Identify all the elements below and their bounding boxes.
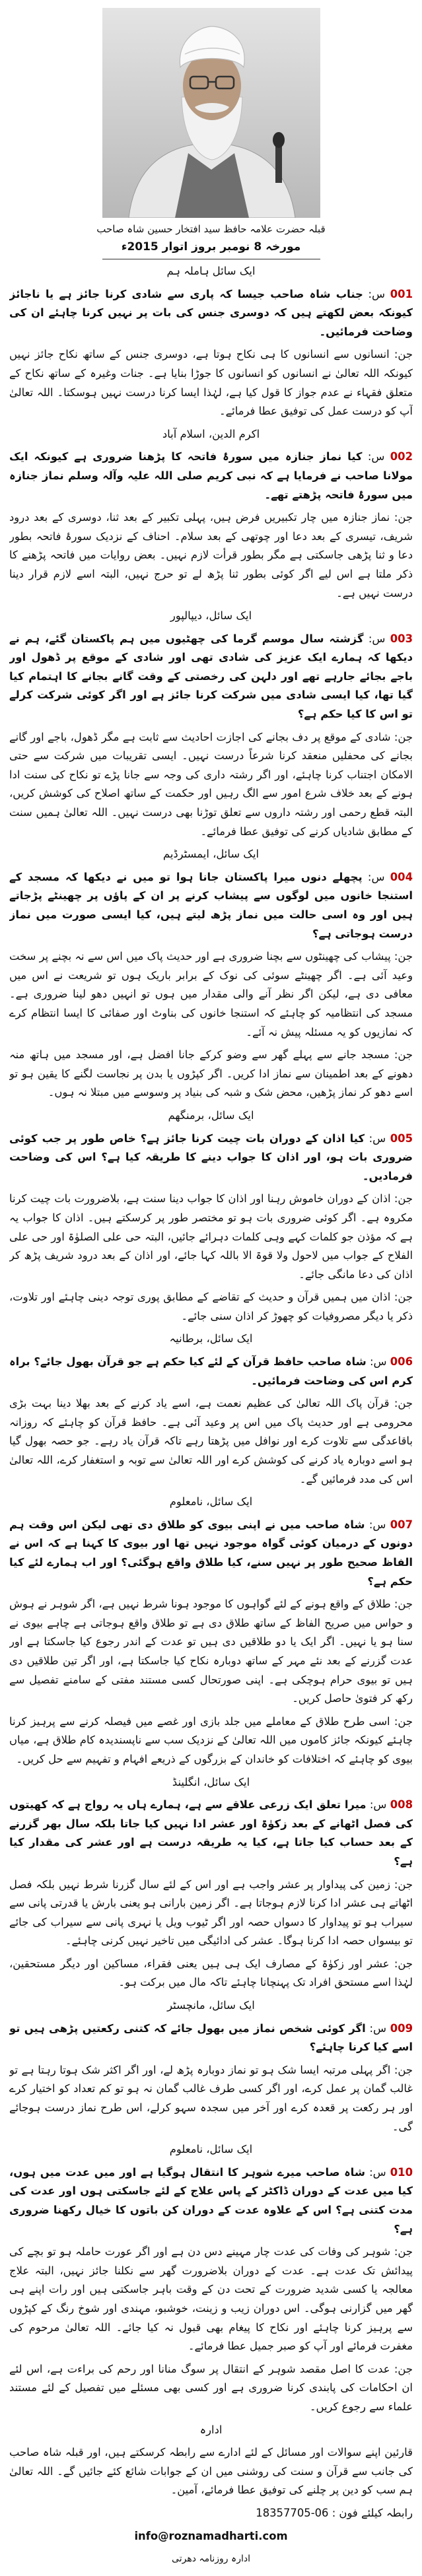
answer-paragraph: جن: زمین کی پیداوار پر عشر واجب ہے اور اس کے لئے سال گزرنا شرط نہیں بلکہ فصل اٹھاتے ہی عشر ادا کرنا لازم ہوجاتا ہے۔ اگر زمین بارانی ہو یعنی بارش یا قدرتی پانی سے سیراب ہو تو پیداوار کا دسواں حصہ اور اگر ٹیوب ویل یا نہری پانی سے سیراب کی جائے تو بیسواں حصہ ادا کرنا ہوگا۔ عشر کی ادائیگی میں تاخیر نہیں کرنی چاہئے۔ bbox=[9, 1878, 413, 1948]
question-text: میرا تعلق ایک زرعی علاقے سے ہے، ہمارے ہاں یہ رواج ہے کہ کھیتوں کی فصل اٹھانے کے بعد زکوٰۃ اور عشر ادا نہیں کیا جاتا بلکہ سال بھر گزرنے کے بعد حساب کیا جاتا ہے، کیا یہ طریقہ درست ہے اور عشر کی مقدار کیا ہے؟ bbox=[9, 1798, 413, 1868]
question-text: شاہ صاحب میں نے اپنی بیوی کو طلاق دی تھی لیکن اس وقت ہم دونوں کے درمیان کوئی گواہ موجود نہیں تھا اور بیوی کا کہنا ہے کہ اس نے الفاظ صحیح طور پر نہیں سنے، کیا طلاق واقع ہوگئی؟ اور اب ہمارے لئے کیا حکم ہے؟ bbox=[9, 1518, 413, 1588]
question-text: اگر کوئی شخص نماز میں بھول جائے کہ کتنی رکعتیں پڑھی ہیں تو اسے کیا کرنا چاہئے؟ bbox=[9, 2021, 413, 2054]
answer-paragraph: جن: مسجد جانے سے پہلے گھر سے وضو کرکے جانا افضل ہے، اور مسجد میں ہاتھ منہ دھونے کے بعد اطمینان سے نماز ادا کریں۔ اگر کپڑوں یا بدن پر نجاست لگنے کا یقین ہو تو اسے دھو کر نماز پڑھیں، محض شک و شبہ کی بنیاد پر وسوسے میں مبتلا نہ ہوں۔ bbox=[9, 1048, 413, 1099]
question-number: 009 bbox=[390, 2021, 413, 2035]
answer-paragraph: جن: شادی کے موقع پر دف بجانے کی اجازت احادیث سے ثابت ہے مگر ڈھول، باجے اور گانے بجانے کی محفلیں منعقد کرنا شرعاً درست نہیں۔ ایسی تقریبات میں شرکت سے حتی الامکان اجتناب کرنا چاہئے، اور اگر رشتہ داری کی وجہ سے جانا پڑے تو نکاح کی سنت ادا ہونے کے بعد خلاف شرع امور سے الگ رہیں اور حکمت کے ساتھ اصلاح کی کوشش کریں، البتہ قطع رحمی اور رشتہ داروں سے تعلق توڑنا بھی درست نہیں۔ اللہ تعالیٰ ہمیں سنت کے مطابق شادیاں کرنے کی توفیق عطا فرمائے۔ bbox=[9, 730, 413, 838]
contact-email[interactable]: info@roznamadharti.com bbox=[134, 2529, 288, 2542]
question-text: گزشتہ سال موسم گرما کی چھٹیوں میں ہم پاکستان گئے، ہم نے دیکھا کہ ہمارے ایک عزیز کی شادی تھی اور شادی کے موقع پر ڈھول اور باجے بجائے جارہے تھے اور دلہن کی رخصتی کے وقت گانے بجانے کا اہتمام کیا گیا تھا، کیا ایسی شادی میں شرکت کرنا جائز ہے اور اگر کوئی شرکت کرلے تو اس کا کیا حکم ہے؟ bbox=[9, 632, 413, 721]
question-paragraph: 003 س: گزشتہ سال موسم گرما کی چھٹیوں میں ہم پاکستان گئے، ہم نے دیکھا کہ ہمارے ایک عزیز کی شادی تھی اور شادی کے موقع پر ڈھول اور باجے بجائے جارہے تھے اور دلہن کی رخصتی کے وقت گانے بجانے کا اہتمام کیا گیا تھا، کیا ایسی شادی میں شرکت کرنا جائز ہے اور اگر کوئی شرکت کرلے تو اس کا کیا حکم ہے؟ bbox=[9, 632, 413, 721]
question-answer-body bbox=[9, 262, 413, 2569]
question-number: 001 bbox=[390, 287, 413, 300]
answer-paragraph: جن: اذان کے دوران خاموش رہنا اور اذان کا جواب دینا سنت ہے، بلاضرورت بات چیت کرنا مکروہ ہے۔ اگر کوئی ضروری بات ہو تو مختصر طور پر کرسکتے ہیں۔ اذان کا جواب یہ ہے کہ مؤذن جو کلمات کہے وہی کلمات دہرائے جائیں، البتہ حی علی الصلوٰۃ اور حی علی الفلاح کے جواب میں لاحول ولا قوۃ الا باللہ کہا جائے، اور اذان کے بعد درود شریف پڑھ کر اذان کی دعا مانگی جائے۔ bbox=[9, 1192, 413, 1281]
answer-paragraph: جن: عشر اور زکوٰۃ کے مصارف ایک ہی ہیں یعنی فقراء، مساکین اور دیگر مستحقین، لہٰذا اسے مستحق افراد تک پہنچانا چاہئے تاکہ مال میں برکت ہو۔ bbox=[9, 1957, 413, 1989]
portrait-caption: قبلہ حضرت علامہ حافظ سید افتخار حسین شاہ صاحب bbox=[96, 223, 326, 235]
answer-paragraph: جن: عدت کا اصل مقصد شوہر کے انتقال پر سوگ منانا اور رحم کی براءت ہے، اس لئے ان احکامات کی پابندی کرنا ضروری ہے اور کسی بھی مسئلے میں تفصیل کے لئے مستند علماء سے رجوع کریں۔ bbox=[9, 2362, 413, 2413]
scholar-portrait bbox=[102, 8, 320, 218]
question-text: شاہ صاحب حافظ قرآن کے لئے کیا حکم ہے جو قرآن بھول جائے؟ براہ کرم اس کی وضاحت فرمائیں۔ bbox=[9, 1355, 413, 1387]
questioner-address: ایک سائل، برمنگھم bbox=[168, 1108, 254, 1122]
answer-paragraph: جن: قرآن پاک اللہ تعالیٰ کی عظیم نعمت ہے، اسے یاد کرنے کے بعد بھلا دینا بہت بڑی محرومی ہے اور حدیث پاک میں اس پر وعید آئی ہے۔ حافظ قرآن کو چاہئے کہ روزانہ باقاعدگی سے تلاوت کرے اور نوافل میں پڑھتا رہے تاکہ قرآن یاد رہے۔ جو حصہ بھول گیا ہو اسے دوبارہ یاد کرنے کی کوشش کرے اور اللہ تعالیٰ سے توبہ و استغفار کرے، اللہ تعالیٰ اس کی مدد فرمائیں گے۔ bbox=[9, 1397, 413, 1485]
answer-paragraph: جن: شوہر کی وفات کی عدت چار مہینے دس دن ہے اور اگر عورت حاملہ ہو تو بچے کی پیدائش تک عدت ہے۔ عدت کے دوران بلاضرورت گھر سے نکلنا جائز نہیں، البتہ علاج معالجہ یا کسی شدید ضرورت کے تحت دن کے وقت باہر جاسکتی ہیں اور رات اپنے ہی گھر میں گزارنی ہوگی۔ اس دوران زیب و زینت، خوشبو، مہندی اور شوخ رنگ کے کپڑوں سے پرہیز کرنا چاہئے اور نکاح کا پیغام بھی قبول نہ کیا جائے۔ اللہ تعالیٰ مرحوم کی مغفرت فرمائے اور آپ کو صبر جمیل عطا فرمائے۔ bbox=[9, 2245, 413, 2353]
answer-paragraph: جن: اگر پہلی مرتبہ ایسا شک ہو تو نماز دوبارہ پڑھ لے، اور اگر اکثر شک ہوتا رہتا ہے تو غالب گمان پر عمل کرے، اور اگر کسی طرف غالب گمان نہ ہو تو کم تعداد کو اختیار کرے اور ہر رکعت پر قعدہ کرے اور آخر میں سجدہ سہو کرلے، اس طرح نماز درست ہوجائے گی۔ bbox=[9, 2063, 413, 2133]
questioner-address: ایک سائل، مانچسٹر bbox=[167, 1999, 255, 2012]
question-paragraph: 007 س: شاہ صاحب میں نے اپنی بیوی کو طلاق دی تھی لیکن اس وقت ہم دونوں کے درمیان کوئی گواہ موجود نہیں تھا اور بیوی کا کہنا ہے کہ اس نے الفاظ صحیح طور پر نہیں سنے، کیا طلاق واقع ہوگئی؟ اور اب ہمارے لئے کیا حکم ہے؟ bbox=[9, 1518, 413, 1588]
question-paragraph: 009 س: اگر کوئی شخص نماز میں بھول جائے کہ کتنی رکعتیں پڑھی ہیں تو اسے کیا کرنا چاہئے؟ bbox=[9, 2021, 413, 2054]
question-paragraph: 002 س: کیا نماز جنازہ میں سورۂ فاتحہ کا پڑھنا ضروری ہے کیونکہ ایک مولانا صاحب نے فرمایا ہے کہ نبی کریم صلی اللہ علیہ وآلہ وسلم نماز جنازہ میں سورۂ فاتحہ پڑھتے تھے۔ bbox=[9, 450, 413, 501]
question-paragraph: 001 س: جناب شاہ صاحب جیسا کہ پاری سے شادی کرنا جائز ہے یا ناجائز کیونکہ بعض لکھتے ہیں کہ دوسری جنس کی بات پر نہیں کرنا چاہئے ان کی وضاحت فرمائیں۔ bbox=[9, 287, 413, 338]
column-date: مورخہ 8 نومبر بروز اتوار 2015ء bbox=[121, 240, 301, 254]
column-footer: ادارہ روزنامہ دھرتی bbox=[172, 2554, 250, 2565]
question-text: پچھلے دنوں میرا پاکستان جانا ہوا تو میں نے دیکھا کہ مسجد کے استنجا خانوں میں لوگوں سے پیشاب کرنے پر ان کے پاؤں پر چھینٹے پڑجاتے ہیں اور وہ اسی حالت میں نماز پڑھ لیتے ہیں، کیا ایسی صورت میں نماز درست ہوجاتی ہے؟ bbox=[9, 870, 413, 940]
answer-paragraph: جن: انسانوں سے انسانوں کا ہی نکاح ہوتا ہے، دوسری جنس کے ساتھ نکاح جائز نہیں کیونکہ اللہ تعالیٰ نے انسانوں کو انسانوں کا جوڑا بنایا ہے۔ جنات وغیرہ کے ساتھ نکاح کے متعلق فقہاء نے عدم جواز کا قول کیا ہے، لہٰذا ایسا کرنا درست نہیں ہوسکتا۔ اللہ تعالیٰ آپ کو درست عمل کی توفیق عطا فرمائے۔ bbox=[9, 348, 413, 418]
questioner-address: اکرم الدین، اسلام آباد bbox=[162, 427, 260, 440]
question-number: 010 bbox=[390, 2165, 413, 2179]
question-paragraph: 006 س: شاہ صاحب حافظ قرآن کے لئے کیا حکم ہے جو قرآن بھول جائے؟ براہ کرم اس کی وضاحت فرمائیں۔ bbox=[9, 1355, 413, 1387]
question-number: 008 bbox=[390, 1798, 413, 1812]
answer-paragraph: جن: اسی طرح طلاق کے معاملے میں جلد بازی اور غصے میں فیصلہ کرنے سے پرہیز کرنا چاہئے کیونکہ جائز کاموں میں اللہ تعالیٰ کے نزدیک سب سے ناپسندیدہ کام طلاق ہے، میاں بیوی کو چاہئے کہ اختلافات کو خاندان کے بزرگوں کے ذریعے افہام و تفہیم سے حل کریں۔ bbox=[9, 1714, 413, 1765]
question-paragraph: 010 س: شاہ صاحب میرے شوہر کا انتقال ہوگیا ہے اور میں عدت میں ہوں، کیا میں عدت کے دوران ڈاکٹر کے پاس علاج کے لئے جاسکتی ہوں اور عدت کی مدت کتنی ہے؟ اس کے علاوہ عدت کے دوران کن باتوں کا خیال رکھنا ضروری ہے؟ bbox=[9, 2165, 413, 2235]
questioner-address: ادارہ bbox=[199, 2423, 223, 2436]
question-number: 004 bbox=[390, 870, 413, 883]
question-text: جناب شاہ صاحب جیسا کہ پاری سے شادی کرنا جائز ہے یا ناجائز کیونکہ بعض لکھتے ہیں کہ دوسری جنس کی بات پر نہیں کرنا چاہئے ان کی وضاحت فرمائیں۔ bbox=[9, 287, 413, 338]
question-text: کیا اذان کے دوران بات چیت کرنا جائز ہے؟ خاص طور پر جب کوئی ضروری بات ہو، اور اذان کا جواب دینے کا طریقہ کیا ہے؟ اس کی وضاحت فرمادیں۔ bbox=[9, 1132, 413, 1182]
question-number: 006 bbox=[390, 1355, 413, 1369]
question-number: 007 bbox=[390, 1518, 413, 1531]
question-number: 002 bbox=[390, 450, 413, 463]
answer-paragraph: رابطہ کیلئے فون : 06-18357705 bbox=[256, 2506, 413, 2519]
question-number: 005 bbox=[390, 1132, 413, 1145]
answer-paragraph: جن: نماز جنازہ میں چار تکبیریں فرض ہیں، پہلی تکبیر کے بعد ثنا، دوسری کے بعد درود شریف، تیسری کے بعد دعا اور چوتھی کے بعد سلام۔ احناف کے نزدیک سورۂ فاتحہ بطور دعا و ثنا پڑھی جاسکتی ہے مگر بطور قرأت لازم نہیں۔ بعض روایات میں فاتحہ پڑھنے کا ذکر ملتا ہے اس لیے اگر کوئی بطور ثنا پڑھ لے تو حرج نہیں، البتہ اسے لازم قرار دینا درست نہیں ہے۔ bbox=[9, 511, 413, 599]
answer-paragraph: جن: پیشاب کی چھینٹوں سے بچنا ضروری ہے اور حدیث پاک میں اس سے نہ بچنے پر سخت وعید آئی ہے۔ اگر چھینٹے سوئی کی نوک کے برابر باریک ہوں تو شریعت نے اس میں معافی دی ہے، لیکن اگر نظر آنے والی مقدار میں ہوں تو انہیں دھو لینا ضروری ہے۔ مسجد کی انتظامیہ کو چاہئے کہ استنجا خانوں کی بناوٹ اور صفائی کا ایسا انتظام کرے کہ نمازیوں کو یہ مسئلہ پیش نہ آئے۔ bbox=[9, 950, 413, 1038]
questioner-address: ایک سائل، انگلینڈ bbox=[172, 1775, 250, 1788]
questioner-address: ایک سائل، برطانیہ bbox=[169, 1332, 253, 1345]
answer-paragraph: قارئین اپنے سوالات اور مسائل کے لئے ادارے سے رابطہ کرسکتے ہیں، اور قبلہ شاہ صاحب کی جانب سے قرآن و سنت کی روشنی میں ان کے جوابات شائع کئے جائیں گے۔ اللہ تعالیٰ ہم سب کو دین پر چلنے کی توفیق عطا فرمائے، آمین۔ bbox=[9, 2446, 413, 2497]
questioner-address: ایک سائل، نامعلوم bbox=[169, 2143, 253, 2156]
question-text: کیا نماز جنازہ میں سورۂ فاتحہ کا پڑھنا ضروری ہے کیونکہ ایک مولانا صاحب نے فرمایا ہے کہ نبی کریم صلی اللہ علیہ وآلہ وسلم نماز جنازہ میں سورۂ فاتحہ پڑھتے تھے۔ bbox=[9, 450, 413, 501]
questioner-address: ایک سائل، نامعلوم bbox=[169, 1495, 253, 1508]
question-paragraph: 008 س: میرا تعلق ایک زرعی علاقے سے ہے، ہمارے ہاں یہ رواج ہے کہ کھیتوں کی فصل اٹھانے کے بعد زکوٰۃ اور عشر ادا نہیں کیا جاتا بلکہ سال بھر گزرنے کے بعد حساب کیا جاتا ہے، کیا یہ طریقہ درست ہے اور عشر کی مقدار کیا ہے؟ bbox=[9, 1798, 413, 1868]
questioner-address: ایک سائل ہاملہ ہم bbox=[166, 265, 256, 277]
questioner-address: ایک سائل، ایمسٹرڈیم bbox=[162, 848, 260, 861]
questioner-address: ایک سائل، دیپالپور bbox=[170, 609, 252, 623]
question-number: 003 bbox=[390, 632, 413, 645]
answer-paragraph: جن: طلاق کے واقع ہونے کے لئے گواہوں کا موجود ہونا شرط نہیں ہے، اگر شوہر نے ہوش و حواس میں صریح الفاظ کے ساتھ طلاق دی ہے تو طلاق واقع ہوجاتی ہے چاہے بیوی نے سنا ہو یا نہیں۔ اگر ایک یا دو طلاقیں دی ہیں تو عدت کے اندر رجوع کیا جاسکتا ہے اور عدت گزرنے کے بعد نئے مہر کے ساتھ دوبارہ نکاح کیا جاسکتا ہے، اور اگر تین طلاقیں دی ہیں تو بیوی حرام ہوچکی ہے۔ اپنی صورتحال کسی مستند مفتی کے سامنے تفصیل سے رکھ کر فتویٰ حاصل کریں۔ bbox=[9, 1598, 413, 1705]
question-paragraph: 005 س: کیا اذان کے دوران بات چیت کرنا جائز ہے؟ خاص طور پر جب کوئی ضروری بات ہو، اور اذان کا جواب دینے کا طریقہ کیا ہے؟ اس کی وضاحت فرمادیں۔ bbox=[9, 1132, 413, 1182]
question-text: شاہ صاحب میرے شوہر کا انتقال ہوگیا ہے اور میں عدت میں ہوں، کیا میں عدت کے دوران ڈاکٹر کے پاس علاج کے لئے جاسکتی ہوں اور عدت کی مدت کتنی ہے؟ اس کے علاوہ عدت کے دوران کن باتوں کا خیال رکھنا ضروری ہے؟ bbox=[9, 2165, 413, 2235]
column-header bbox=[9, 8, 413, 262]
question-paragraph: 004 س: پچھلے دنوں میرا پاکستان جانا ہوا تو میں نے دیکھا کہ مسجد کے استنجا خانوں میں لوگوں سے پیشاب کرنے پر ان کے پاؤں پر چھینٹے پڑجاتے ہیں اور وہ اسی حالت میں نماز پڑھ لیتے ہیں، کیا ایسی صورت میں نماز درست ہوجاتی ہے؟ bbox=[9, 870, 413, 940]
answer-paragraph: جن: اذان میں ہمیں قرآن و حدیث کے تقاضے کے مطابق پوری توجہ دینی چاہئے اور تلاوت، ذکر یا دیگر مصروفیات کو چھوڑ کر اذان سنی جائے۔ bbox=[9, 1291, 413, 1322]
